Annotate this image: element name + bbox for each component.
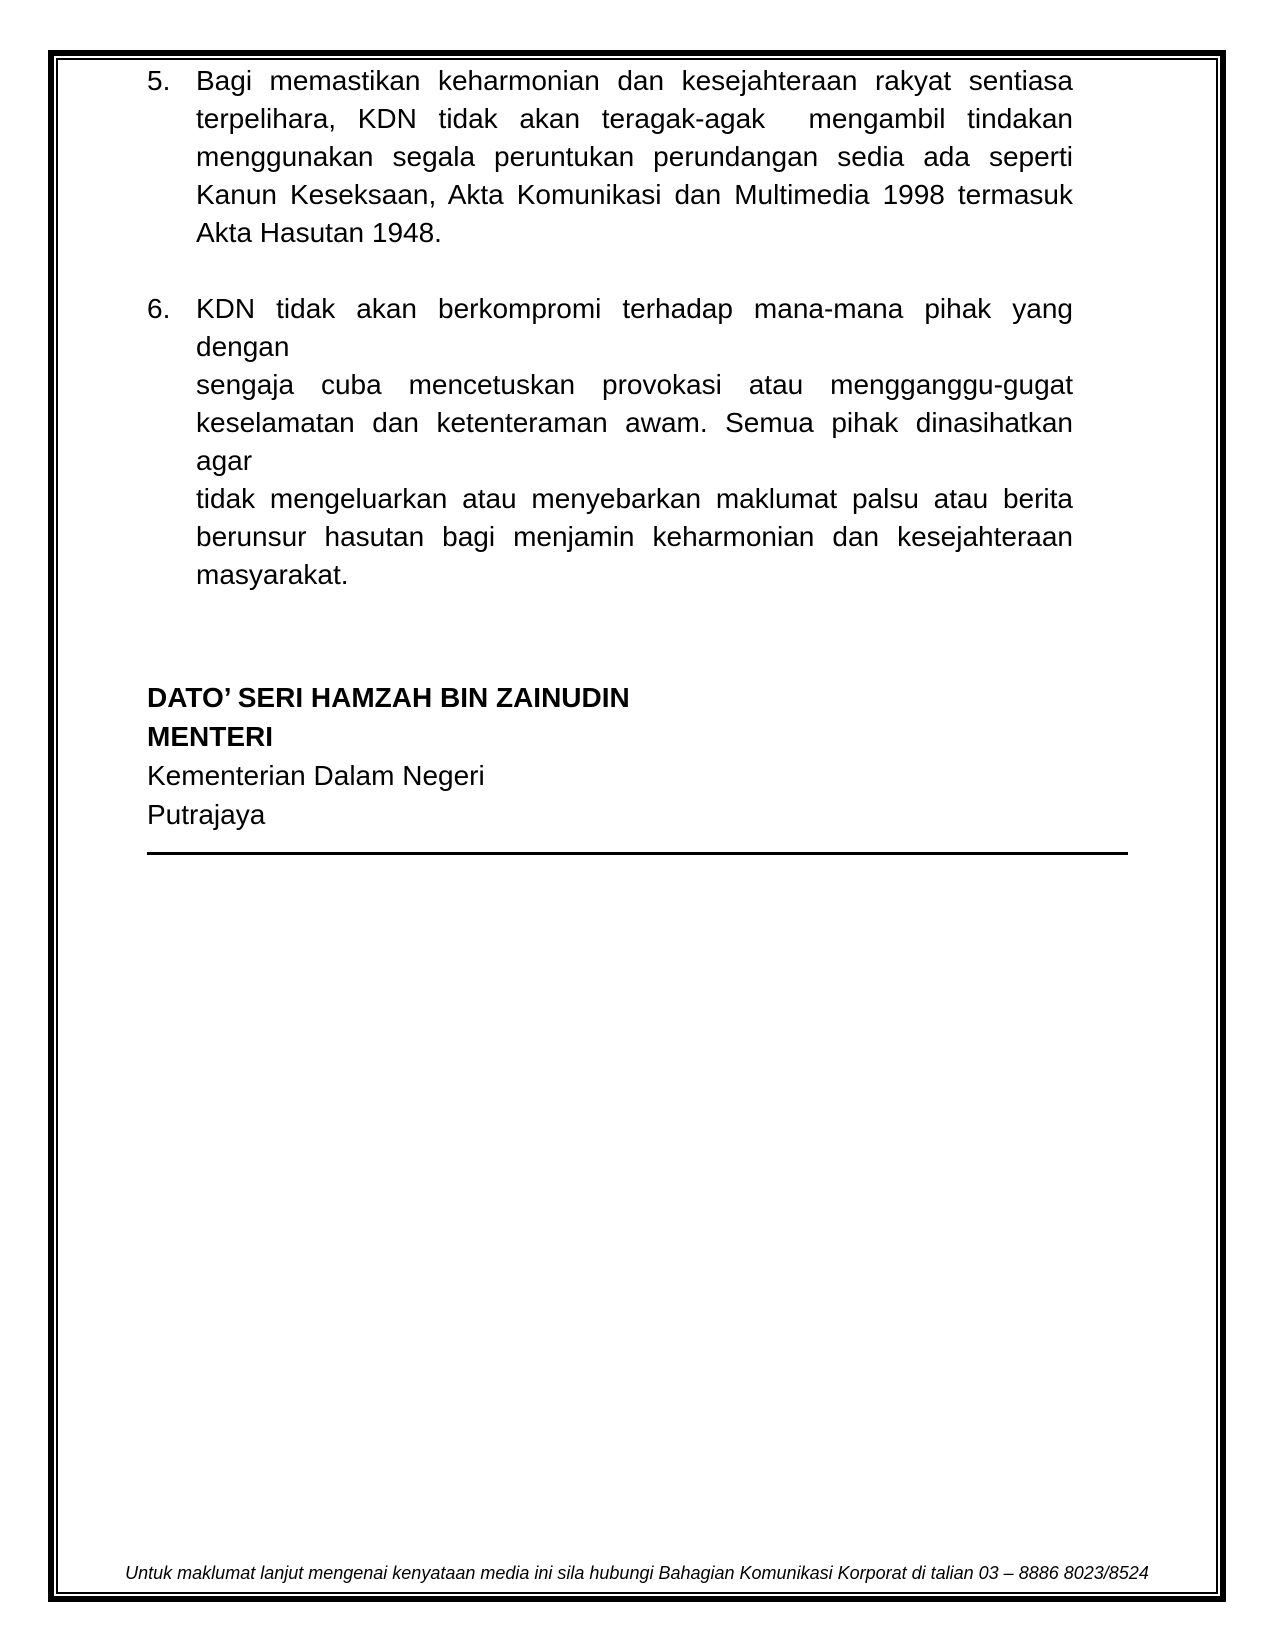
footer-note: Untuk maklumat lanjut mengenai kenyataan media ini sila hubungi Bahagian Komunikasi Korporat di talian 03 – 8886 8023/8524 bbox=[125, 1563, 1149, 1583]
paragraph-6 bbox=[147, 290, 1073, 594]
signature-ministry: Kementerian Dalam Negeri bbox=[147, 760, 485, 791]
signature-block bbox=[147, 678, 1073, 855]
signature-rule bbox=[147, 852, 1128, 855]
paragraph-6-number: 6. bbox=[147, 293, 171, 324]
page-inner-frame bbox=[56, 58, 1218, 1594]
paragraph-5-line: menggunakan segala peruntukan perundangan sedia ada seperti bbox=[196, 141, 1073, 172]
page-border-frame bbox=[48, 50, 1226, 1602]
signature-title: MENTERI bbox=[147, 721, 273, 752]
paragraph-5-line: Akta Hasutan 1948. bbox=[196, 217, 442, 248]
paragraph-6-line: tidak mengeluarkan atau menyebarkan maklumat palsu atau berita bbox=[196, 483, 1073, 514]
paragraph-6-line: KDN tidak akan berkompromi terhadap mana-mana pihak yang dengan bbox=[196, 293, 1073, 362]
paragraph-5-line: Bagi memastikan keharmonian dan kesejahteraan rakyat sentiasa bbox=[196, 65, 1073, 96]
paragraph-5-number: 5. bbox=[147, 65, 171, 96]
paragraph-6-line: berunsur hasutan bagi menjamin keharmonian dan kesejahteraan bbox=[196, 521, 1073, 552]
paragraph-6-line: sengaja cuba mencetuskan provokasi atau mengganggu-gugat bbox=[196, 369, 1073, 400]
paragraph-5 bbox=[147, 62, 1073, 252]
paragraph-6-line: keselamatan dan ketenteraman awam. Semua pihak dinasihatkan agar bbox=[196, 407, 1073, 476]
signature-name: DATO’ SERI HAMZAH BIN ZAINUDIN bbox=[147, 682, 630, 713]
paragraph-5-line: terpelihara, KDN tidak akan teragak-agak mengambil tindakan bbox=[196, 103, 1073, 134]
signature-city: Putrajaya bbox=[147, 799, 266, 830]
paragraph-5-line: Kanun Keseksaan, Akta Komunikasi dan Multimedia 1998 termasuk bbox=[196, 179, 1073, 210]
paragraph-6-line: masyarakat. bbox=[196, 559, 349, 590]
